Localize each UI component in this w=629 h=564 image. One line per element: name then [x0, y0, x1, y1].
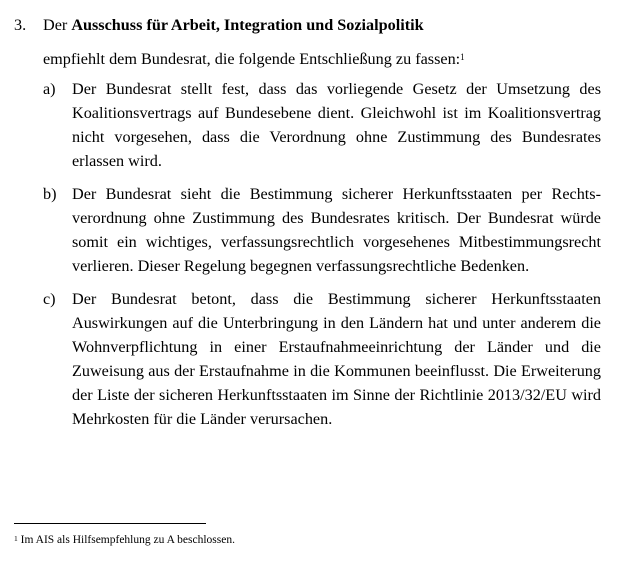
- point-label: a): [43, 80, 56, 98]
- item-intro: [43, 47, 604, 71]
- heading-prefix: Der: [43, 16, 72, 34]
- point-text: Der Bundesrat sieht die Bestimmung sicherer Herkunftsstaaten per Rechtsverordnung ohne Zustimmung des Bundesrates kritisch. Der Bundesrat würde somit ein wichtiges, verfassungsrechtlich vorgesehenes Mitbestimmungsrecht verlieren. Dieser Regelung begegnen verfassungsrechtliche Bedenken.: [72, 185, 601, 275]
- point-text: Der Bundesrat betont, dass die Bestimmung sicherer Herkunftsstaaten Auswirkungen auf die Unterbringung in den Ländern hat und unter anderem die Wohnverpflichtung in einer Erstaufnahmeeinrichtung der Länder und die Zuweisung aus der Erstaufnahme in die Kommunen beeinflusst. Die Erweiterung der Liste der sicheren Herkunftsstaaten im Sinne der Richtlinie 2013/32/EU wird Mehrkosten für die Länder verursachen.: [72, 290, 601, 428]
- footnote-reference[interactable]: 1: [460, 52, 465, 62]
- resolution-points: [43, 77, 601, 440]
- item-number: 3.: [14, 16, 27, 34]
- footnote-text: Im AIS als Hilfsempfehlung zu A beschlossen.: [17, 534, 235, 546]
- point-label: b): [43, 185, 57, 203]
- resolution-point-a: [43, 77, 601, 173]
- point-text: Der Bundesrat stellt fest, dass das vorliegende Gesetz der Umsetzung des Koalitionsvertrags auf Bundesebene dient. Gleichwohl ist im Koalitionsvertrag nicht vorgesehen, dass die Verordnung ohne Zustimmung des Bundesrates erlassen wird.: [72, 80, 601, 170]
- point-label: c): [43, 290, 56, 308]
- resolution-point-b: [43, 182, 601, 278]
- item-heading: [43, 13, 604, 37]
- footnote-separator: [14, 523, 206, 524]
- intro-text: empfiehlt dem Bundesrat, die folgende Entschließung zu fassen:: [43, 50, 461, 68]
- footnote: [14, 532, 235, 548]
- recommendation-item: [14, 13, 604, 71]
- footnote-marker: 1: [14, 534, 18, 543]
- resolution-point-c: [43, 287, 601, 431]
- committee-name: Ausschuss für Arbeit, Integration und Sozialpolitik: [71, 16, 424, 34]
